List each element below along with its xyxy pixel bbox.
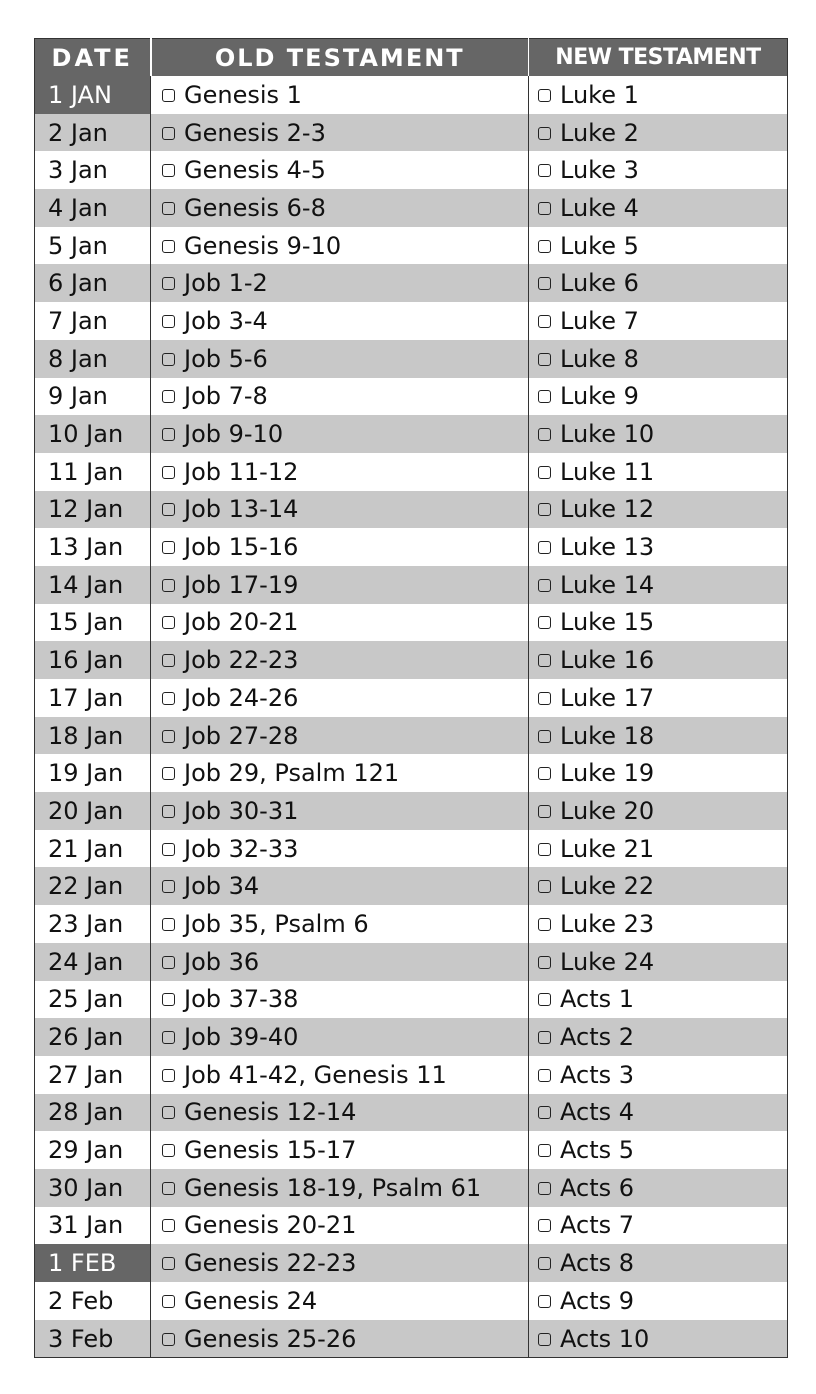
new-testament-checkbox-icon[interactable] <box>538 164 551 177</box>
new-testament-column-header: NEW TESTAMENT <box>529 39 788 77</box>
old-testament-reading: Job 15-16 <box>184 533 299 562</box>
new-testament-reading: Luke 3 <box>560 156 639 185</box>
old-testament-checkbox-icon[interactable] <box>162 616 175 629</box>
old-testament-reading: Job 35, Psalm 6 <box>184 909 369 938</box>
new-testament-cell <box>529 754 788 792</box>
table-row <box>35 528 788 566</box>
old-testament-reading: Job 22-23 <box>184 646 299 675</box>
old-testament-reading: Genesis 4-5 <box>184 156 326 185</box>
old-testament-reading: Job 7-8 <box>184 382 268 411</box>
new-testament-checkbox-icon[interactable] <box>538 730 551 743</box>
date-cell: 11 Jan <box>35 453 151 491</box>
new-testament-cell <box>529 264 788 302</box>
new-testament-cell <box>529 151 788 189</box>
old-testament-cell <box>151 1244 529 1282</box>
old-testament-cell <box>151 604 529 642</box>
new-testament-cell <box>529 1244 788 1282</box>
old-testament-reading: Job 41-42, Genesis 11 <box>184 1060 447 1089</box>
date-cell: 24 Jan <box>35 943 151 981</box>
table-row <box>35 1056 788 1094</box>
old-testament-checkbox-icon[interactable] <box>162 1257 175 1270</box>
new-testament-reading: Luke 8 <box>560 344 639 373</box>
date-column-header: DATE <box>35 39 151 77</box>
table-row <box>35 264 788 302</box>
date-cell: 10 Jan <box>35 415 151 453</box>
new-testament-reading: Luke 12 <box>560 495 655 524</box>
table-row <box>35 227 788 265</box>
old-testament-reading: Genesis 25-26 <box>184 1324 357 1353</box>
new-testament-cell <box>529 453 788 491</box>
new-testament-reading: Acts 4 <box>560 1098 635 1127</box>
old-testament-cell <box>151 151 529 189</box>
new-testament-cell <box>529 1018 788 1056</box>
old-testament-reading: Genesis 22-23 <box>184 1249 357 1278</box>
old-testament-cell <box>151 189 529 227</box>
old-testament-reading: Genesis 15-17 <box>184 1136 357 1165</box>
new-testament-checkbox-icon[interactable] <box>538 805 551 818</box>
old-testament-checkbox-icon[interactable] <box>162 277 175 290</box>
table-row <box>35 491 788 529</box>
new-testament-reading: Luke 13 <box>560 533 655 562</box>
header-row <box>35 39 788 77</box>
table-row <box>35 378 788 416</box>
new-testament-cell <box>529 1056 788 1094</box>
old-testament-checkbox-icon[interactable] <box>162 89 175 102</box>
date-cell: 26 Jan <box>35 1018 151 1056</box>
old-testament-checkbox-icon[interactable] <box>162 164 175 177</box>
old-testament-checkbox-icon[interactable] <box>162 993 175 1006</box>
date-cell: 3 Feb <box>35 1320 151 1358</box>
new-testament-cell <box>529 943 788 981</box>
new-testament-checkbox-icon[interactable] <box>538 428 551 441</box>
new-testament-checkbox-icon[interactable] <box>538 315 551 328</box>
table-row <box>35 1244 788 1282</box>
old-testament-cell <box>151 1018 529 1056</box>
old-testament-reading: Genesis 9-10 <box>184 231 342 260</box>
new-testament-cell <box>529 641 788 679</box>
table-row <box>35 867 788 905</box>
old-testament-checkbox-icon[interactable] <box>162 654 175 667</box>
table-row <box>35 754 788 792</box>
old-testament-checkbox-icon[interactable] <box>162 843 175 856</box>
old-testament-cell <box>151 264 529 302</box>
new-testament-reading: Luke 9 <box>560 382 639 411</box>
new-testament-cell <box>529 981 788 1019</box>
old-testament-reading: Job 30-31 <box>184 796 299 825</box>
old-testament-cell <box>151 641 529 679</box>
new-testament-reading: Acts 7 <box>560 1211 635 1240</box>
old-testament-reading: Job 11-12 <box>184 457 299 486</box>
new-testament-cell <box>529 1282 788 1320</box>
new-testament-checkbox-icon[interactable] <box>538 127 551 140</box>
new-testament-checkbox-icon[interactable] <box>538 353 551 366</box>
old-testament-cell <box>151 905 529 943</box>
table-row <box>35 679 788 717</box>
date-cell: 27 Jan <box>35 1056 151 1094</box>
date-cell: 6 Jan <box>35 264 151 302</box>
new-testament-cell <box>529 491 788 529</box>
new-testament-checkbox-icon[interactable] <box>538 1257 551 1270</box>
new-testament-checkbox-icon[interactable] <box>538 202 551 215</box>
new-testament-reading: Acts 6 <box>560 1173 635 1202</box>
old-testament-reading: Job 13-14 <box>184 495 299 524</box>
table-row <box>35 905 788 943</box>
table-row <box>35 302 788 340</box>
new-testament-cell <box>529 528 788 566</box>
date-cell: 4 Jan <box>35 189 151 227</box>
old-testament-checkbox-icon[interactable] <box>162 692 175 705</box>
old-testament-reading: Genesis 24 <box>184 1286 318 1315</box>
new-testament-reading: Luke 15 <box>560 608 655 637</box>
new-testament-checkbox-icon[interactable] <box>538 654 551 667</box>
table-body <box>35 76 788 1358</box>
old-testament-cell <box>151 566 529 604</box>
new-testament-reading: Acts 1 <box>560 985 635 1014</box>
table-row <box>35 76 788 114</box>
new-testament-reading: Luke 23 <box>560 909 655 938</box>
date-cell: 5 Jan <box>35 227 151 265</box>
date-cell: 17 Jan <box>35 679 151 717</box>
new-testament-checkbox-icon[interactable] <box>538 1069 551 1082</box>
new-testament-cell <box>529 415 788 453</box>
new-testament-checkbox-icon[interactable] <box>538 1333 551 1346</box>
new-testament-reading: Luke 22 <box>560 872 655 901</box>
new-testament-reading: Luke 21 <box>560 834 655 863</box>
new-testament-reading: Luke 4 <box>560 193 639 222</box>
new-testament-checkbox-icon[interactable] <box>538 1182 551 1195</box>
old-testament-checkbox-icon[interactable] <box>162 880 175 893</box>
date-cell: 1 JAN <box>35 76 151 114</box>
old-testament-checkbox-icon[interactable] <box>162 918 175 931</box>
old-testament-cell <box>151 340 529 378</box>
date-cell: 28 Jan <box>35 1094 151 1132</box>
old-testament-checkbox-icon[interactable] <box>162 956 175 969</box>
new-testament-reading: Luke 17 <box>560 683 655 712</box>
new-testament-cell <box>529 114 788 152</box>
old-testament-checkbox-icon[interactable] <box>162 466 175 479</box>
table-row <box>35 641 788 679</box>
new-testament-reading: Luke 19 <box>560 759 655 788</box>
old-testament-reading: Genesis 2-3 <box>184 118 326 147</box>
reading-plan-table <box>34 38 788 1358</box>
old-testament-checkbox-icon[interactable] <box>162 202 175 215</box>
new-testament-checkbox-icon[interactable] <box>538 993 551 1006</box>
old-testament-cell <box>151 679 529 717</box>
new-testament-checkbox-icon[interactable] <box>538 503 551 516</box>
table-row <box>35 453 788 491</box>
date-cell: 20 Jan <box>35 792 151 830</box>
table-row <box>35 1320 788 1358</box>
new-testament-cell <box>529 378 788 416</box>
new-testament-checkbox-icon[interactable] <box>538 616 551 629</box>
date-cell: 19 Jan <box>35 754 151 792</box>
new-testament-cell <box>529 679 788 717</box>
date-cell: 9 Jan <box>35 378 151 416</box>
date-cell: 31 Jan <box>35 1207 151 1245</box>
old-testament-cell <box>151 943 529 981</box>
old-testament-reading: Job 27-28 <box>184 721 299 750</box>
new-testament-reading: Acts 2 <box>560 1023 635 1052</box>
new-testament-checkbox-icon[interactable] <box>538 918 551 931</box>
date-cell: 22 Jan <box>35 867 151 905</box>
new-testament-checkbox-icon[interactable] <box>538 1031 551 1044</box>
old-testament-cell <box>151 754 529 792</box>
date-cell: 2 Feb <box>35 1282 151 1320</box>
table-row <box>35 792 788 830</box>
old-testament-checkbox-icon[interactable] <box>162 240 175 253</box>
table-row <box>35 340 788 378</box>
new-testament-cell <box>529 830 788 868</box>
new-testament-checkbox-icon[interactable] <box>538 541 551 554</box>
old-testament-checkbox-icon[interactable] <box>162 1069 175 1082</box>
new-testament-checkbox-icon[interactable] <box>538 767 551 780</box>
old-testament-cell <box>151 867 529 905</box>
old-testament-checkbox-icon[interactable] <box>162 730 175 743</box>
table-row <box>35 151 788 189</box>
date-cell: 13 Jan <box>35 528 151 566</box>
old-testament-checkbox-icon[interactable] <box>162 127 175 140</box>
old-testament-cell <box>151 792 529 830</box>
table-row <box>35 1094 788 1132</box>
old-testament-checkbox-icon[interactable] <box>162 1295 175 1308</box>
old-testament-checkbox-icon[interactable] <box>162 541 175 554</box>
old-testament-reading: Job 9-10 <box>184 420 284 449</box>
old-testament-cell <box>151 717 529 755</box>
table-header <box>35 39 788 77</box>
old-testament-reading: Genesis 6-8 <box>184 193 326 222</box>
new-testament-checkbox-icon[interactable] <box>538 390 551 403</box>
old-testament-column-header: OLD TESTAMENT <box>151 39 529 77</box>
old-testament-cell <box>151 415 529 453</box>
old-testament-cell <box>151 1094 529 1132</box>
date-cell: 18 Jan <box>35 717 151 755</box>
old-testament-checkbox-icon[interactable] <box>162 1333 175 1346</box>
table-row <box>35 1169 788 1207</box>
old-testament-cell <box>151 491 529 529</box>
old-testament-cell <box>151 302 529 340</box>
new-testament-cell <box>529 340 788 378</box>
new-testament-reading: Luke 24 <box>560 947 655 976</box>
date-cell: 16 Jan <box>35 641 151 679</box>
new-testament-checkbox-icon[interactable] <box>538 579 551 592</box>
old-testament-checkbox-icon[interactable] <box>162 579 175 592</box>
table-row <box>35 1018 788 1056</box>
table-row <box>35 1282 788 1320</box>
new-testament-checkbox-icon[interactable] <box>538 880 551 893</box>
old-testament-checkbox-icon[interactable] <box>162 428 175 441</box>
new-testament-cell <box>529 1320 788 1358</box>
old-testament-reading: Genesis 18-19, Psalm 61 <box>184 1173 482 1202</box>
new-testament-reading: Luke 6 <box>560 269 639 298</box>
old-testament-reading: Job 29, Psalm 121 <box>184 759 400 788</box>
new-testament-checkbox-icon[interactable] <box>538 1295 551 1308</box>
date-cell: 23 Jan <box>35 905 151 943</box>
table-row <box>35 114 788 152</box>
old-testament-checkbox-icon[interactable] <box>162 1182 175 1195</box>
date-cell: 25 Jan <box>35 981 151 1019</box>
date-cell: 21 Jan <box>35 830 151 868</box>
old-testament-checkbox-icon[interactable] <box>162 503 175 516</box>
new-testament-cell <box>529 867 788 905</box>
old-testament-checkbox-icon[interactable] <box>162 1106 175 1119</box>
new-testament-cell <box>529 905 788 943</box>
new-testament-reading: Luke 11 <box>560 457 655 486</box>
old-testament-cell <box>151 378 529 416</box>
new-testament-reading: Luke 18 <box>560 721 655 750</box>
new-testament-reading: Acts 9 <box>560 1286 635 1315</box>
new-testament-cell <box>529 1094 788 1132</box>
new-testament-cell <box>529 302 788 340</box>
new-testament-reading: Luke 16 <box>560 646 655 675</box>
old-testament-checkbox-icon[interactable] <box>162 1219 175 1232</box>
old-testament-reading: Job 39-40 <box>184 1023 299 1052</box>
new-testament-reading: Luke 2 <box>560 118 639 147</box>
new-testament-checkbox-icon[interactable] <box>538 843 551 856</box>
old-testament-checkbox-icon[interactable] <box>162 390 175 403</box>
old-testament-checkbox-icon[interactable] <box>162 767 175 780</box>
table-row <box>35 189 788 227</box>
table-row <box>35 830 788 868</box>
new-testament-reading: Acts 5 <box>560 1136 635 1165</box>
old-testament-checkbox-icon[interactable] <box>162 1144 175 1157</box>
old-testament-checkbox-icon[interactable] <box>162 1031 175 1044</box>
new-testament-cell <box>529 1131 788 1169</box>
new-testament-reading: Luke 1 <box>560 80 639 109</box>
new-testament-checkbox-icon[interactable] <box>538 1219 551 1232</box>
old-testament-reading: Job 20-21 <box>184 608 299 637</box>
table-row <box>35 943 788 981</box>
old-testament-cell <box>151 1207 529 1245</box>
date-cell: 7 Jan <box>35 302 151 340</box>
new-testament-reading: Luke 20 <box>560 796 655 825</box>
old-testament-cell <box>151 830 529 868</box>
old-testament-reading: Job 32-33 <box>184 834 299 863</box>
table-row <box>35 1207 788 1245</box>
new-testament-reading: Acts 3 <box>560 1060 635 1089</box>
date-cell: 2 Jan <box>35 114 151 152</box>
new-testament-checkbox-icon[interactable] <box>538 956 551 969</box>
date-cell: 29 Jan <box>35 1131 151 1169</box>
old-testament-reading: Job 1-2 <box>184 269 268 298</box>
new-testament-cell <box>529 1169 788 1207</box>
old-testament-cell <box>151 453 529 491</box>
new-testament-cell <box>529 792 788 830</box>
old-testament-reading: Job 5-6 <box>184 344 268 373</box>
new-testament-cell <box>529 604 788 642</box>
old-testament-reading: Job 17-19 <box>184 570 299 599</box>
new-testament-reading: Luke 10 <box>560 420 655 449</box>
table-row <box>35 415 788 453</box>
old-testament-reading: Job 34 <box>184 872 260 901</box>
table-row <box>35 981 788 1019</box>
old-testament-checkbox-icon[interactable] <box>162 315 175 328</box>
new-testament-reading: Luke 7 <box>560 306 639 335</box>
old-testament-cell <box>151 1056 529 1094</box>
date-cell: 12 Jan <box>35 491 151 529</box>
table-row <box>35 604 788 642</box>
new-testament-checkbox-icon[interactable] <box>538 277 551 290</box>
old-testament-cell <box>151 1320 529 1358</box>
old-testament-reading: Job 36 <box>184 947 260 976</box>
table-row <box>35 566 788 604</box>
old-testament-cell <box>151 1282 529 1320</box>
old-testament-cell <box>151 981 529 1019</box>
new-testament-checkbox-icon[interactable] <box>538 1144 551 1157</box>
new-testament-cell <box>529 189 788 227</box>
date-cell: 14 Jan <box>35 566 151 604</box>
new-testament-reading: Luke 5 <box>560 231 639 260</box>
new-testament-cell <box>529 76 788 114</box>
old-testament-cell <box>151 114 529 152</box>
old-testament-cell <box>151 1169 529 1207</box>
new-testament-checkbox-icon[interactable] <box>538 692 551 705</box>
new-testament-cell <box>529 1207 788 1245</box>
old-testament-checkbox-icon[interactable] <box>162 353 175 366</box>
table-row <box>35 1131 788 1169</box>
old-testament-cell <box>151 1131 529 1169</box>
old-testament-cell <box>151 227 529 265</box>
new-testament-checkbox-icon[interactable] <box>538 1106 551 1119</box>
old-testament-reading: Job 37-38 <box>184 985 299 1014</box>
date-cell: 30 Jan <box>35 1169 151 1207</box>
new-testament-checkbox-icon[interactable] <box>538 240 551 253</box>
new-testament-cell <box>529 566 788 604</box>
new-testament-reading: Luke 14 <box>560 570 655 599</box>
old-testament-reading: Job 3-4 <box>184 306 268 335</box>
new-testament-checkbox-icon[interactable] <box>538 89 551 102</box>
old-testament-checkbox-icon[interactable] <box>162 805 175 818</box>
old-testament-reading: Genesis 1 <box>184 80 302 109</box>
new-testament-reading: Acts 8 <box>560 1249 635 1278</box>
old-testament-cell <box>151 76 529 114</box>
new-testament-cell <box>529 227 788 265</box>
new-testament-cell <box>529 717 788 755</box>
date-cell: 8 Jan <box>35 340 151 378</box>
old-testament-cell <box>151 528 529 566</box>
old-testament-reading: Genesis 20-21 <box>184 1211 357 1240</box>
date-cell: 1 FEB <box>35 1244 151 1282</box>
new-testament-reading: Acts 10 <box>560 1324 650 1353</box>
date-cell: 15 Jan <box>35 604 151 642</box>
old-testament-reading: Job 24-26 <box>184 683 299 712</box>
date-cell: 3 Jan <box>35 151 151 189</box>
old-testament-reading: Genesis 12-14 <box>184 1098 357 1127</box>
new-testament-checkbox-icon[interactable] <box>538 466 551 479</box>
table-row <box>35 717 788 755</box>
